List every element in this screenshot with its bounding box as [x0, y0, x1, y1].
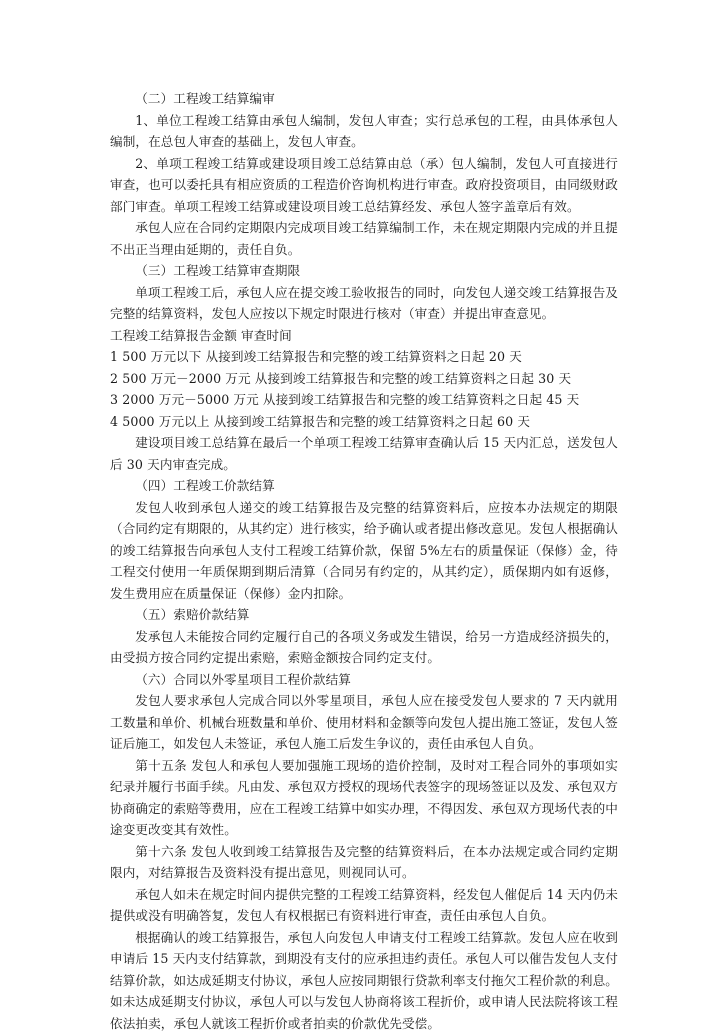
schedule-row: 1 500 万元以下 从接到竣工结算报告和完整的竣工结算资料之日起 20 天 — [110, 346, 618, 368]
paragraph: 发承包人未能按合同约定履行自己的各项义务或发生错误，给另一方造成经济损失的，由受损方按合同约定提出索赔，索赔金额按合同约定支付。 — [110, 626, 618, 669]
schedule-row: 2 500 万元－2000 万元 从接到竣工结算报告和完整的竣工结算资料之日起 30 天 — [110, 368, 618, 390]
schedule-row: 4 5000 万元以上 从接到竣工结算报告和完整的竣工结算资料之日起 60 天 — [110, 411, 618, 433]
article-16: 第十六条 发包人收到竣工结算报告及完整的结算资料后，在本办法规定或合同约定期限内，对结算报告及资料没有提出意见，则视同认可。 — [110, 841, 618, 884]
paragraph: 单项工程竣工后，承包人应在提交竣工验收报告的同时，向发包人递交竣工结算报告及完整的结算资料，发包人应按以下规定时限进行核对（审查）并提出审查意见。 — [110, 282, 618, 325]
paragraph: 发包人收到承包人递交的竣工结算报告及完整的结算资料后，应按本办法规定的期限（合同约定有期限的，从其约定）进行核实，给予确认或者提出修改意见。发包人根据确认的竣工结算报告向承包人支付工程竣工结算价款，保留 5%左右的质量保证（保修）金，待工程交付使用一年质保期到期后清算（合同另有约定的，从其约定），质保期内如有返修，发生费用应在质量保证（保修）金内扣除。 — [110, 497, 618, 605]
section-heading-6: （六）合同以外零星项目工程价款结算 — [110, 669, 618, 691]
schedule-header: 工程竣工结算报告金额 审查时间 — [110, 325, 618, 347]
section-heading-5: （五）索赔价款结算 — [110, 604, 618, 626]
paragraph: 2、单项工程竣工结算或建设项目竣工总结算由总（承）包人编制，发包人可直接进行审查，也可以委托具有相应资质的工程造价咨询机构进行审查。政府投资项目，由同级财政部门审查。单项工程竣工结算或建设项目竣工总结算经发、承包人签字盖章后有效。 — [110, 153, 618, 218]
section-heading-3: （三）工程竣工结算审查期限 — [110, 260, 618, 282]
article-15: 第十五条 发包人和承包人要加强施工现场的造价控制，及时对工程合同外的事项如实纪录并履行书面手续。凡由发、承包双方授权的现场代表签字的现场签证以及发、承包双方协商确定的索赔等费用，应在工程竣工结算中如实办理，不得因发、承包双方现场代表的中途变更改变其有效性。 — [110, 755, 618, 841]
paragraph: 发包人要求承包人完成合同以外零星项目，承包人应在接受发包人要求的 7 天内就用工数量和单价、机械台班数量和单价、使用材料和金额等向发包人提出施工签证，发包人签证后施工，如发包人未签证，承包人施工后发生争议的，责任由承包人自负。 — [110, 690, 618, 755]
section-heading-2: （二）工程竣工结算编审 — [110, 88, 618, 110]
paragraph: 1、单位工程竣工结算由承包人编制，发包人审查；实行总承包的工程，由具体承包人编制，在总包人审查的基础上，发包人审查。 — [110, 110, 618, 153]
paragraph: 承包人如未在规定时间内提供完整的工程竣工结算资料，经发包人催促后 14 天内仍未提供或没有明确答复，发包人有权根据已有资料进行审查，责任由承包人自负。 — [110, 884, 618, 927]
paragraph: 根据确认的竣工结算报告，承包人向发包人申请支付工程竣工结算款。发包人应在收到申请后 15 天内支付结算款，到期没有支付的应承担违约责任。承包人可以催告发包人支付结算价款，如达成延期支付协议，承包人应按同期银行贷款利率支付拖欠工程价款的利息。如未达成延期支付协议，承包人可以与发包人协商将该工程折价，或申请人民法院将该工程依法拍卖，承包人就该工程折价或者拍卖的价款优先受偿。 — [110, 927, 618, 1034]
paragraph: 建设项目竣工总结算在最后一个单项工程竣工结算审查确认后 15 天内汇总，送发包人后 30 天内审查完成。 — [110, 432, 618, 475]
section-heading-4: （四）工程竣工价款结算 — [110, 475, 618, 497]
paragraph: 承包人应在合同约定期限内完成项目竣工结算编制工作，未在规定期限内完成的并且提不出正当理由延期的，责任自负。 — [110, 217, 618, 260]
document-body — [110, 88, 618, 1034]
schedule-row: 3 2000 万元－5000 万元 从接到竣工结算报告和完整的竣工结算资料之日起 45 天 — [110, 389, 618, 411]
